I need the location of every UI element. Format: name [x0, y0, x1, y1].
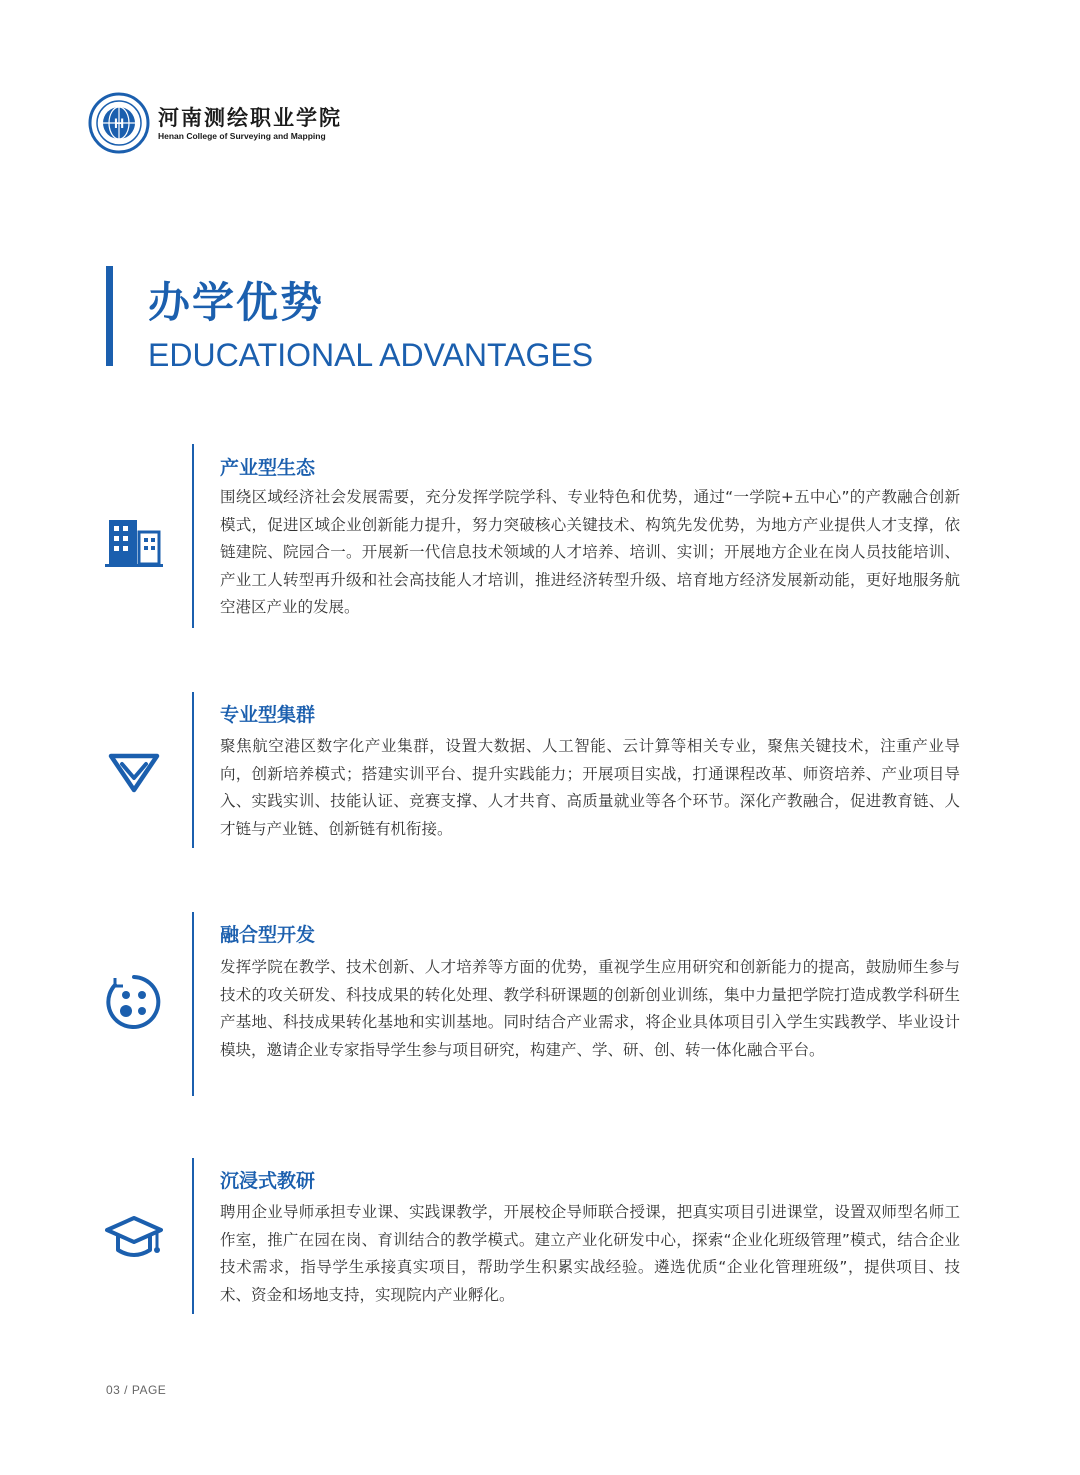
- section-title-cn: 办学优势: [148, 278, 325, 327]
- item-title: 产业型生态: [220, 457, 316, 479]
- graduation-cap-icon: [105, 1210, 163, 1268]
- college-seal-icon: [88, 92, 150, 154]
- item-body: 发挥学院在教学、技术创新、人才培养等方面的优势，重视学生应用研究和创新能力的提高，鼓励师生参与技术的攻关研发、科技成果的转化处理、教学科研课题的创新创业训练，集中力量把学院打造成教学科研生产基地、科技成果转化基地和实训基地。同时结合产业需求，将企业具体项目引入学生实践教学、毕业设计模块，邀请企业专家指导学生参与项目研究，构建产、学、研、创、转一体化融合平台。: [220, 958, 960, 1059]
- logo-chinese-name: 河南测绘职业学院: [158, 105, 342, 130]
- page-number: 03 / PAGE: [106, 1383, 167, 1397]
- section-title-en: EDUCATIONAL ADVANTAGES: [148, 337, 594, 373]
- logo-english-name: Henan College of Surveying and Mapping: [158, 131, 326, 141]
- item-title: 沉浸式教研: [220, 1170, 316, 1192]
- buildings-icon: [105, 512, 163, 570]
- integration-icon: [105, 973, 163, 1031]
- item-divider-line: [192, 912, 194, 1096]
- section-accent-bar: [106, 266, 113, 366]
- item-title: 融合型开发: [220, 924, 316, 946]
- item-divider-line: [192, 692, 194, 848]
- item-body: 聘用企业导师承担专业课、实践课教学，开展校企导师联合授课，把真实项目引进课堂，设置双师型名师工作室，推广在园在岗、育训结合的教学模式。建立产业化研发中心，探索“企业化班级管理”模式，结合企业技术需求，指导学生承接真实项目，帮助学生积累实战经验。遴选优质“企业化管理班级”，提供项目、技术、资金和场地支持，实现院内产业孵化。: [220, 1203, 960, 1304]
- college-logo: [88, 92, 342, 154]
- diamond-icon: [105, 740, 163, 798]
- item-title: 专业型集群: [220, 704, 316, 726]
- svg-text:H: H: [113, 115, 125, 131]
- item-divider-line: [192, 1158, 194, 1314]
- item-body: 围绕区域经济社会发展需要，充分发挥学院学科、专业特色和优势，通过“一学院+五中心”的产教融合创新模式，促进区域企业创新能力提升，努力突破核心关键技术、构筑先发优势，为地方产业提供人才支撑，依链建院、院园合一。开展新一代信息技术领域的人才培养、培训、实训；开展地方企业在岗人员技能培训、产业工人转型再升级和社会高技能人才培训，推进经济转型升级、培育地方经济发展新动能，更好地服务航空港区产业的发展。: [220, 488, 960, 616]
- item-divider-line: [192, 444, 194, 628]
- item-body: 聚焦航空港区数字化产业集群，设置大数据、人工智能、云计算等相关专业，聚焦关键技术，注重产业导向，创新培养模式；搭建实训平台、提升实践能力；开展项目实战，打通课程改革、师资培养、产业项目导入、实践实训、技能认证、竞赛支撑、人才共育、高质量就业等各个环节。深化产教融合，促进教育链、人才链与产业链、创新链有机衔接。: [220, 737, 960, 838]
